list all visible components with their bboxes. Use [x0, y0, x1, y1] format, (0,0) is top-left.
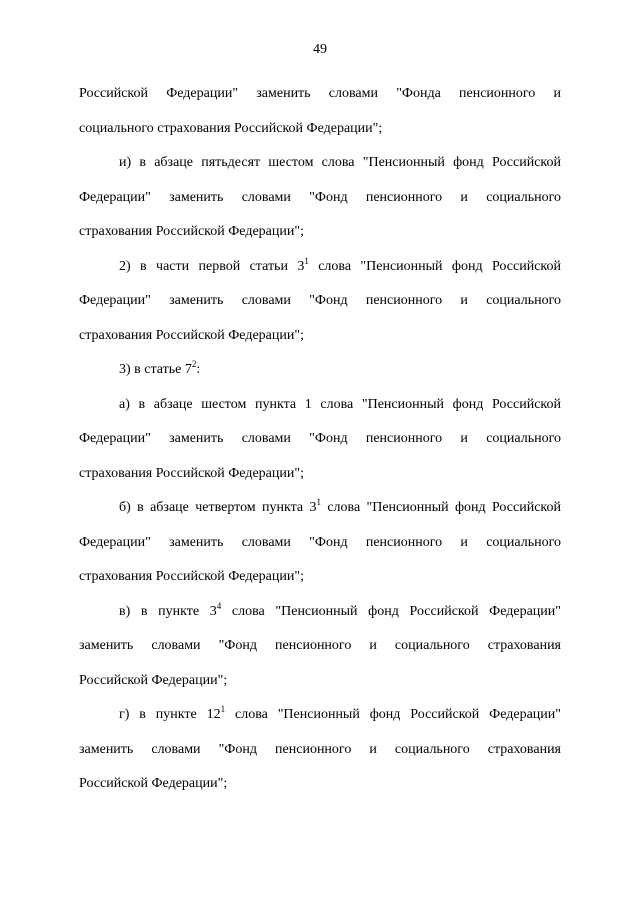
paragraph: [79, 353, 561, 388]
text-line: [79, 250, 561, 285]
superscript: 4: [216, 600, 222, 611]
text-line: а) в абзаце шестом пункта 1 слова "Пенсионный фонд Российской: [119, 396, 561, 412]
text-line: заменить словами "Фонд пенсионного и социального страхования: [79, 638, 561, 653]
text-run: г) в пункте 12: [119, 707, 221, 722]
superscript: 1: [316, 497, 321, 507]
text-line: заменить словами "Фонд пенсионного и социального страхования: [79, 741, 561, 757]
superscript: 1: [220, 704, 226, 714]
paragraph: [79, 595, 561, 699]
text-line: страхования Российской Федерации";: [79, 569, 304, 584]
text-line: [79, 698, 561, 733]
text-run: б) в абзаце четвертом пункта 3: [119, 500, 317, 515]
paragraph: [79, 491, 561, 595]
paragraph: [79, 698, 561, 802]
text-line: Федерации" заменить словами "Фонд пенсионного и социального: [79, 293, 561, 308]
text-line: Российской Федерации" заменить словами "Фонда пенсионного и: [79, 86, 561, 101]
text-run: в) в пункте 3: [119, 603, 217, 619]
text-run: слова "Пенсионный фонд Российской: [308, 258, 561, 274]
page-number: 49: [313, 42, 327, 57]
paragraph: [79, 250, 561, 354]
paragraph: [79, 77, 561, 146]
text-line: и) в абзаце пятьдесят шестом слова "Пенсионный фонд Российской: [119, 155, 561, 170]
text-line: Федерации" заменить словами "Фонд пенсионного и социального: [79, 431, 561, 446]
text-run: 2) в части первой статьи 3: [119, 258, 305, 274]
superscript: 2: [191, 359, 197, 369]
text-line: страхования Российской Федерации";: [79, 224, 304, 239]
superscript: 1: [304, 255, 309, 266]
document-body: [79, 77, 561, 802]
text-run: слова "Пенсионный фонд Российской Федерации": [225, 707, 561, 722]
text-line: страхования Российской Федерации";: [79, 327, 304, 343]
text-run: слова "Пенсионный фонд Российской: [320, 500, 561, 515]
text-line: [79, 595, 561, 630]
text-line: [79, 491, 561, 526]
text-run: слова "Пенсионный фонд Российской Федерации": [221, 603, 561, 619]
text-line: Российской Федерации";: [79, 776, 228, 791]
text-run: 3) в статье 7: [119, 362, 192, 377]
text-line: социального страхования Российской Федерации";: [79, 120, 383, 136]
paragraph: [79, 146, 561, 250]
text-line: Российской Федерации";: [79, 672, 228, 688]
paragraph: [79, 388, 561, 492]
text-line: Федерации" заменить словами "Фонд пенсионного и социального: [79, 534, 561, 550]
text-line: [79, 353, 561, 388]
text-line: страхования Российской Федерации";: [79, 465, 304, 481]
text-run: :: [196, 362, 201, 377]
text-line: Федерации" заменить словами "Фонд пенсионного и социального: [79, 189, 561, 205]
